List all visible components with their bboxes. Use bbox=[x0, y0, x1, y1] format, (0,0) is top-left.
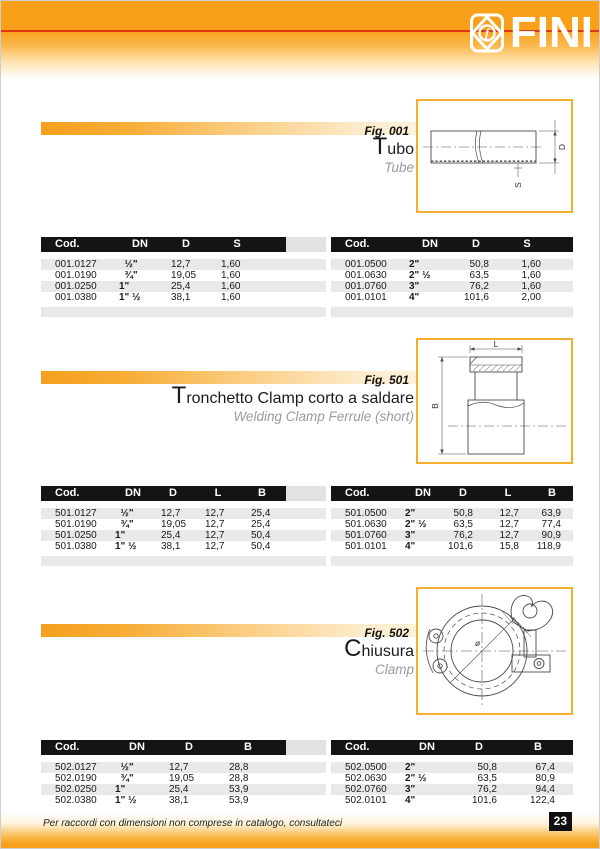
cell-dn: 4" bbox=[409, 292, 420, 303]
col-header-l: L bbox=[504, 487, 512, 499]
col-header-b: B bbox=[258, 487, 266, 499]
table-row bbox=[331, 508, 573, 519]
cell-d: 76,2 bbox=[469, 281, 489, 292]
table-row bbox=[331, 795, 573, 806]
dim-label-diameter: ø bbox=[475, 638, 481, 648]
cell-d: 101,6 bbox=[471, 795, 497, 806]
table-group-fig001 bbox=[41, 237, 573, 317]
cell-dn: 1" ½ bbox=[115, 795, 137, 806]
col-header-d: D bbox=[185, 741, 193, 753]
table-header bbox=[331, 740, 573, 755]
table-fig001-right bbox=[331, 237, 573, 317]
cell-d: 38,1 bbox=[171, 292, 191, 303]
cell-cod: 501.0380 bbox=[55, 541, 97, 552]
cell-d: 63,5 bbox=[469, 270, 489, 281]
cell-s: 1,60 bbox=[521, 281, 541, 292]
table-row bbox=[41, 795, 326, 806]
table-group-fig501 bbox=[41, 486, 573, 566]
cell-s: 1,60 bbox=[521, 259, 541, 270]
table-header bbox=[331, 237, 573, 252]
ferrule-drawing bbox=[418, 340, 571, 462]
col-header-cod: Cod. bbox=[55, 741, 80, 753]
ferrule-diagram-box bbox=[416, 338, 573, 464]
cell-l: 12,7 bbox=[205, 541, 225, 552]
cell-b: 25,4 bbox=[251, 519, 271, 530]
cell-l: 12,7 bbox=[499, 508, 519, 519]
cell-b: 90,9 bbox=[541, 530, 561, 541]
table-row bbox=[41, 784, 326, 795]
col-header-l: L bbox=[214, 487, 222, 499]
col-header-d: D bbox=[475, 741, 483, 753]
col-header-dn: DN bbox=[415, 487, 431, 499]
table-header bbox=[41, 740, 326, 755]
table-fig502-left bbox=[41, 740, 326, 806]
cell-d: 12,7 bbox=[161, 508, 181, 519]
cell-b: 67,4 bbox=[535, 762, 555, 773]
fig-label-502: Fig. 502 bbox=[364, 626, 409, 640]
col-header-b: B bbox=[548, 487, 556, 499]
cell-d: 25,4 bbox=[171, 281, 191, 292]
table-row bbox=[331, 270, 573, 281]
cell-dn: ¾" bbox=[115, 773, 134, 784]
table-row bbox=[331, 762, 573, 773]
cell-cod: 001.0190 bbox=[55, 270, 97, 281]
cell-cod: 502.0101 bbox=[345, 795, 387, 806]
cell-s: 1,60 bbox=[221, 259, 241, 270]
title-rest: ubo bbox=[387, 141, 414, 158]
section-subtitle-en: Clamp bbox=[374, 662, 414, 677]
cell-b: 80,9 bbox=[535, 773, 555, 784]
cell-l: 12,7 bbox=[205, 519, 225, 530]
cell-cod: 501.0250 bbox=[55, 530, 97, 541]
col-header-dn: DN bbox=[132, 238, 148, 250]
cell-cod: 001.0630 bbox=[345, 270, 387, 281]
table-row bbox=[331, 259, 573, 270]
cell-cod: 001.0127 bbox=[55, 259, 97, 270]
cell-d: 19,05 bbox=[161, 519, 187, 530]
cell-cod: 502.0380 bbox=[55, 795, 97, 806]
cell-dn: ½" bbox=[115, 762, 134, 773]
table-body bbox=[41, 259, 326, 303]
table-row bbox=[41, 541, 326, 552]
brand-logo bbox=[469, 8, 593, 57]
cell-dn: 3" bbox=[405, 784, 416, 795]
fig-label-001: Fig. 001 bbox=[364, 124, 409, 138]
table-row bbox=[41, 292, 326, 303]
cell-dn: 2" bbox=[405, 508, 416, 519]
table-body bbox=[331, 259, 573, 303]
col-header-dn: DN bbox=[125, 487, 141, 499]
tube-drawing bbox=[418, 101, 571, 211]
table-row bbox=[331, 281, 573, 292]
col-header-dn: DN bbox=[422, 238, 438, 250]
cell-b: 25,4 bbox=[251, 508, 271, 519]
cell-b: 94,4 bbox=[535, 784, 555, 795]
dim-label-D: D bbox=[557, 143, 567, 151]
cell-cod: 501.0190 bbox=[55, 519, 97, 530]
section-title-it bbox=[372, 133, 414, 160]
table-fig502-right bbox=[331, 740, 573, 806]
title-rest: ronchetto Clamp corto a saldare bbox=[186, 390, 414, 407]
logo-letter: f bbox=[484, 25, 490, 41]
table-body bbox=[41, 762, 326, 806]
title-initial: T bbox=[171, 382, 187, 409]
table-body bbox=[41, 508, 326, 552]
cell-cod: 001.0760 bbox=[345, 281, 387, 292]
section-title-it bbox=[344, 635, 414, 662]
cell-cod: 502.0760 bbox=[345, 784, 387, 795]
footer-note: Per raccordi con dimensioni non comprese in catalogo, consultateci bbox=[43, 818, 343, 829]
col-header-b: B bbox=[244, 741, 252, 753]
cell-cod: 001.0380 bbox=[55, 292, 97, 303]
empty-stripe bbox=[41, 556, 326, 566]
section-subtitle-en: Tube bbox=[384, 160, 414, 175]
table-header bbox=[331, 486, 573, 501]
header-stub bbox=[286, 486, 326, 501]
cell-cod: 501.0760 bbox=[345, 530, 387, 541]
col-header-dn: DN bbox=[129, 741, 145, 753]
col-header-cod: Cod. bbox=[345, 238, 370, 250]
cell-dn: ¾" bbox=[115, 519, 134, 530]
cell-l: 12,7 bbox=[499, 530, 519, 541]
dim-label-S: S bbox=[513, 182, 523, 188]
clamp-diagram-box bbox=[416, 587, 573, 715]
cell-dn: ¾" bbox=[119, 270, 138, 281]
col-header-s: S bbox=[523, 238, 531, 250]
cell-b: 28,8 bbox=[229, 773, 249, 784]
cell-d: 63,5 bbox=[453, 519, 473, 530]
section-title-it bbox=[171, 382, 414, 409]
col-header-cod: Cod. bbox=[345, 741, 370, 753]
cell-cod: 502.0190 bbox=[55, 773, 97, 784]
cell-b: 122,4 bbox=[529, 795, 555, 806]
cell-b: 28,8 bbox=[229, 762, 249, 773]
cell-b: 63,9 bbox=[541, 508, 561, 519]
cell-cod: 501.0127 bbox=[55, 508, 97, 519]
col-header-cod: Cod. bbox=[345, 487, 370, 499]
cell-dn: 4" bbox=[405, 541, 416, 552]
cell-b: 77,4 bbox=[541, 519, 561, 530]
cell-d: 25,4 bbox=[169, 784, 189, 795]
table-fig501-left bbox=[41, 486, 326, 566]
cell-d: 38,1 bbox=[161, 541, 181, 552]
col-header-cod: Cod. bbox=[55, 238, 80, 250]
table-fig501-right bbox=[331, 486, 573, 566]
table-row bbox=[41, 508, 326, 519]
cell-cod: 001.0101 bbox=[345, 292, 387, 303]
col-header-d: D bbox=[169, 487, 177, 499]
clamp-drawing bbox=[418, 589, 571, 713]
cell-d: 76,2 bbox=[453, 530, 473, 541]
cell-dn: 2" bbox=[409, 259, 420, 270]
cell-dn: 2" ½ bbox=[405, 773, 427, 784]
cell-dn: 2" ½ bbox=[405, 519, 427, 530]
col-header-cod: Cod. bbox=[55, 487, 80, 499]
cell-d: 101,6 bbox=[447, 541, 473, 552]
cell-d: 12,7 bbox=[171, 259, 191, 270]
header-stub bbox=[286, 237, 326, 252]
cell-dn: 2" ½ bbox=[409, 270, 431, 281]
cell-cod: 001.0250 bbox=[55, 281, 97, 292]
col-header-dn: DN bbox=[419, 741, 435, 753]
section-head-tronchetto bbox=[171, 382, 414, 425]
cell-d: 50,8 bbox=[477, 762, 497, 773]
cell-cod: 502.0630 bbox=[345, 773, 387, 784]
cell-d: 101,6 bbox=[463, 292, 489, 303]
empty-stripe bbox=[331, 307, 573, 317]
cell-d: 50,8 bbox=[469, 259, 489, 270]
cell-b: 53,9 bbox=[229, 784, 249, 795]
table-row bbox=[41, 259, 326, 270]
table-group-fig502 bbox=[41, 740, 573, 806]
cell-l: 12,7 bbox=[499, 519, 519, 530]
dim-label-B: B bbox=[430, 403, 440, 409]
tube-diagram-box bbox=[416, 99, 573, 213]
cell-s: 1,60 bbox=[521, 270, 541, 281]
cell-l: 12,7 bbox=[205, 530, 225, 541]
dim-label-L: L bbox=[493, 340, 499, 349]
table-row bbox=[41, 281, 326, 292]
cell-dn: 1" bbox=[115, 784, 126, 795]
cell-dn: 4" bbox=[405, 795, 416, 806]
empty-stripe bbox=[331, 556, 573, 566]
table-header bbox=[41, 237, 326, 252]
table-row bbox=[41, 270, 326, 281]
section-head-chiusura bbox=[344, 635, 414, 678]
cell-s: 1,60 bbox=[221, 270, 241, 281]
cell-b: 50,4 bbox=[251, 530, 271, 541]
table-row bbox=[41, 519, 326, 530]
table-header bbox=[41, 486, 326, 501]
cell-d: 19,05 bbox=[169, 773, 195, 784]
page-footer bbox=[1, 812, 599, 848]
cell-dn: ½" bbox=[115, 508, 134, 519]
table-fig001-left bbox=[41, 237, 326, 317]
cell-dn: 1" ½ bbox=[119, 292, 141, 303]
table-body bbox=[331, 508, 573, 552]
page-header bbox=[1, 1, 599, 79]
table-row bbox=[331, 773, 573, 784]
col-header-d: D bbox=[459, 487, 467, 499]
cell-cod: 502.0500 bbox=[345, 762, 387, 773]
cell-d: 50,8 bbox=[453, 508, 473, 519]
col-header-d: D bbox=[182, 238, 190, 250]
cell-l: 12,7 bbox=[205, 508, 225, 519]
cell-dn: 3" bbox=[409, 281, 420, 292]
table-row bbox=[41, 762, 326, 773]
table-row bbox=[331, 541, 573, 552]
title-initial: T bbox=[372, 133, 388, 160]
empty-stripe bbox=[41, 307, 326, 317]
cell-d: 19,05 bbox=[171, 270, 197, 281]
cell-dn: 3" bbox=[405, 530, 416, 541]
cell-dn: 1" ½ bbox=[115, 541, 137, 552]
cell-d: 12,7 bbox=[169, 762, 189, 773]
section-subtitle-en: Welding Clamp Ferrule (short) bbox=[233, 409, 414, 424]
table-row bbox=[41, 530, 326, 541]
cell-s: 1,60 bbox=[221, 292, 241, 303]
cell-b: 53,9 bbox=[229, 795, 249, 806]
fig-bar-501 bbox=[41, 371, 416, 387]
cell-dn: 1" bbox=[119, 281, 130, 292]
col-header-s: S bbox=[233, 238, 241, 250]
section-head-tubo bbox=[372, 133, 414, 176]
cell-dn: ½" bbox=[119, 259, 138, 270]
table-body bbox=[331, 762, 573, 806]
cell-cod: 502.0250 bbox=[55, 784, 97, 795]
cell-s: 1,60 bbox=[221, 281, 241, 292]
page-number-badge: 23 bbox=[549, 812, 572, 831]
fig-label-501: Fig. 501 bbox=[364, 373, 409, 387]
fig-bar-001 bbox=[41, 122, 416, 138]
cell-cod: 001.0500 bbox=[345, 259, 387, 270]
cell-d: 25,4 bbox=[161, 530, 181, 541]
cell-b: 50,4 bbox=[251, 541, 271, 552]
cell-l: 15,8 bbox=[499, 541, 519, 552]
cell-cod: 501.0630 bbox=[345, 519, 387, 530]
header-stub bbox=[286, 740, 326, 755]
fini-diamond-logo-icon bbox=[469, 11, 505, 55]
title-initial: C bbox=[344, 635, 362, 662]
brand-name: FINI bbox=[509, 8, 593, 57]
cell-d: 63,5 bbox=[477, 773, 497, 784]
table-row bbox=[331, 784, 573, 795]
table-row bbox=[331, 519, 573, 530]
cell-b: 118,9 bbox=[536, 541, 561, 552]
table-row bbox=[41, 773, 326, 784]
cell-s: 2,00 bbox=[521, 292, 541, 303]
table-row bbox=[331, 530, 573, 541]
cell-d: 76,2 bbox=[477, 784, 497, 795]
cell-d: 38,1 bbox=[169, 795, 189, 806]
cell-dn: 1" bbox=[115, 530, 126, 541]
col-header-d: D bbox=[472, 238, 480, 250]
title-rest: hiusura bbox=[361, 643, 414, 660]
cell-dn: 2" bbox=[405, 762, 416, 773]
cell-cod: 501.0101 bbox=[345, 541, 387, 552]
col-header-b: B bbox=[534, 741, 542, 753]
cell-cod: 501.0500 bbox=[345, 508, 387, 519]
table-row bbox=[331, 292, 573, 303]
cell-cod: 502.0127 bbox=[55, 762, 97, 773]
